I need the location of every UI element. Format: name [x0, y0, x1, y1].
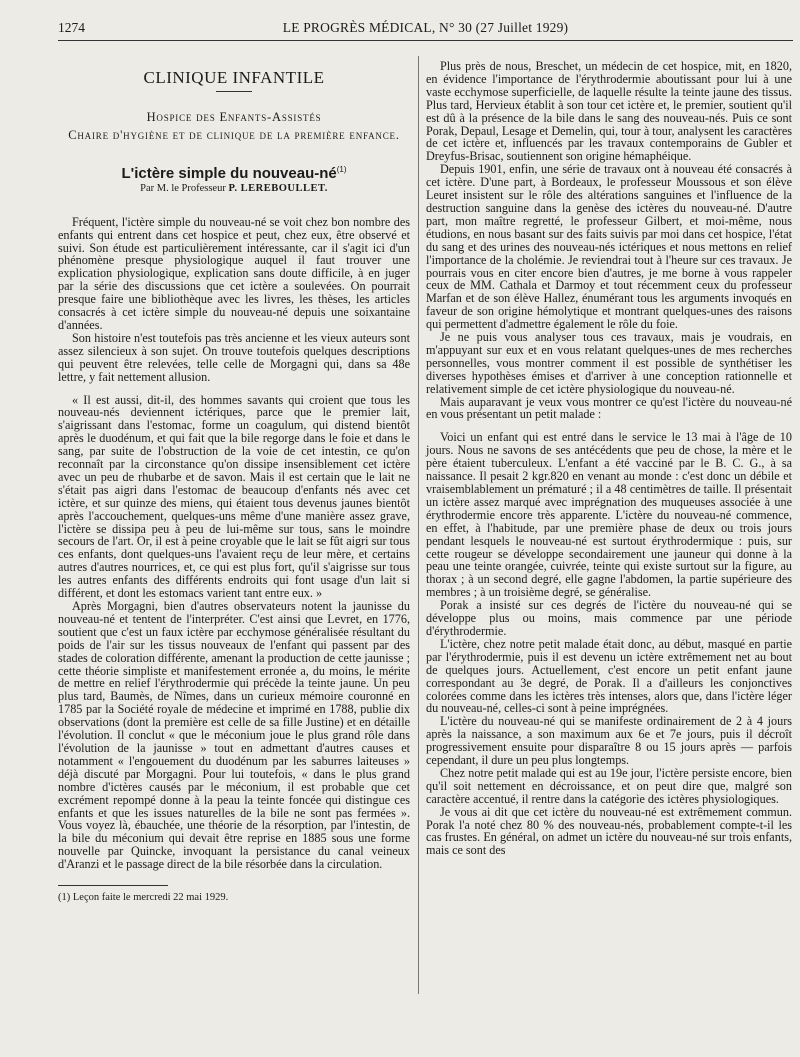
paragraph: Je vous ai dit que cet ictère du nouveau-né est extrêmement commun. Porak l'a noté chez 80 % des nouveau-nés, probablement compte-t-il les cas frustes. En général, on admet un ictère du nouveau-né sur trois enfants, mais ce sont des: [426, 804, 792, 858]
paragraph: « Il est aussi, dit-il, des hommes savants qui croient que tous les nouveau-nés deviennent ictériques, parce que le premier lait, s'aigrissant dans l'estomac, forme un coagulum, qui distend bientôt après le duodénum, et qui fait que la bile regorge dans le foie et dans le sang, par suite de l'obstruction de la voie de cet intestin, ce qu'on reconnaît par la circonstance qu'on dissipe insensiblement cet ictère avec un peu de rhubarbe et de savon. Mais il est certain que le lait ne s'était pas aigri dans l'estomac de beaucoup d'enfants nés avec cet ictère, et sur quinze des miens, qui étaient tous devenus jaunes bientôt après l'accouchement, quelques-uns même d'une manière assez grave, l'ictère se dissipa peu à peu de lui-même sur tous, sans le moindre secours de l'art. Or, il est à peine croyable que le lait se fût aigri sur tous ces enfants, dont quelques-uns l'avaient reçu de leur mère, et certains autres d'autres nourrices, et, ce qui est plus fort, qu'il s'aigrisse sur tous les autres enfants des différents endroits qui font usage d'un lait si différent, et dont les estomacs varient tant entre eux. »: [58, 392, 410, 601]
section-rule: [216, 91, 252, 92]
paragraph: Je ne puis vous analyser tous ces travaux, mais je voudrais, en m'appuyant sur eux et en vous relatant quelques-unes de mes recherches personnelles, vous montrer comment il est possible de synthétiser les diverses hypothèses émises et d'arriver à une conception rationnelle et relativement simple de cet ictère physiologique du nouveau-né.: [426, 330, 792, 396]
article-title: [58, 164, 410, 181]
paragraph: Son histoire n'est toutefois pas très ancienne et les vieux auteurs sont assez silencieux à son sujet. On trouve toutefois quelques descriptions qui peuvent être relevées, telle celle de Morgagni qui, dans sa 48e lettre, y fait nettement allusion.: [58, 330, 410, 384]
byline: [58, 183, 410, 196]
paragraph: Porak a insisté sur ces degrés de l'ictère du nouveau-né qui se développe plus ou moins, mais commence par une période d'érythrodermie.: [426, 598, 792, 638]
column-divider: [418, 56, 419, 994]
paragraph: Fréquent, l'ictère simple du nouveau-né se voit chez bon nombre des enfants qui entrent dans cet hospice et peut, chez eux, être observé et suivi. Son étude est particulièrement intéressante, car il s'agit ici d'un phénomène presque physiologique auquel il faut trouver une explication physiologique, explication sans doute difficile, à en juger par la série des discussions que cet ictère a soulevées. On pourrait presque faire une bibliothèque avec les livres, les thèses, les articles consacrés à cet ictère simple du nouveau-né depuis une soixantaine d'années.: [58, 214, 410, 332]
paragraph: L'ictère, chez notre petit malade était donc, au début, masqué en partie par l'érythrodermie, puis il est devenu un ictère extrêmement net au bout de quelques jours. Actuellement, c'est encore un petit enfant jaune correspondant au 3e degré, de Porak. Il a d'ailleurs les conjonctives colorées comme dans les ictères très intenses, alors que, dans l'ictère léger du nouveau-né, celles-ci sont à peine imprégnées.: [426, 636, 792, 716]
page-number: 1274: [58, 20, 85, 35]
journal-title: LE PROGRÈS MÉDICAL, N° 30 (27 Juillet 1929): [282, 20, 569, 35]
footnote-rule: [58, 885, 168, 886]
section-title: CLINIQUE INFANTILE: [143, 68, 325, 87]
footnote-mark: (1): [336, 164, 347, 174]
paragraph: Depuis 1901, enfin, une série de travaux ont à nouveau été consacrés à cet ictère. D'une part, à Bordeaux, le professeur Moussous et son élève Leuret insistent sur le rôle des altérations sanguines et l'influence de la destruction sanguine dans la genèse des ictères du nouveau-né. D'autre part, mon maître regretté, le professeur Gilbert, et moi-même, nous étudions, en nous basant sur des faits suivis par moi dans cet hospice, l'état du sang et des urines des nouveau-nés ictériques et nous mettons en relief l'importance de la cholémie. Je reviendrai tout à l'heure sur ces travaux. Je pourrais vous en citer encore bien d'autres, je me borne à vous rappeler ceux de MM. Cathala et Darmoy et tout récemment ceux du professeur Marfan et de son élève Hallez, énumérant tous les arguments invoqués en faveur de son origine hémolytique et montrant quelques-unes des raisons qui permettent d'admettre également le rôle du foie.: [426, 162, 792, 332]
article-title-text: L'ictère simple du nouveau-né: [121, 164, 337, 182]
header-rule: [58, 40, 793, 41]
author-name: P. LEREBOULLET.: [228, 182, 328, 194]
paragraph: Mais auparavant je veux vous montrer ce qu'est l'ictère du nouveau-né en vous présentant un petit malade :: [426, 394, 792, 422]
hospital-name: Hospice des Enfants-Assistés: [146, 109, 322, 124]
paragraph: Voici un enfant qui est entré dans le service le 13 mai à l'âge de 10 jours. Nous ne savons de ses antécédents que peu de chose, la mère et le père étaient tuberculeux. L'enfant a été vacciné par le B. C. G., à sa naissance. Il pesait 2 kgr.820 en venant au monde : c'est donc un débile et vraisemblablement un prématuré ; il a 48 centimètres de taille. Il présentait un ictère assez marqué avec imprégnation des muqueuses associée à une érythrodermie encore très apparente. L'ictère du nouveau-né commence, en effet, à l'habitude, par une première phase de deux ou trois jours pendant lesquels le nouveau-né est surtout érythrodermique : puis, sur cette rougeur se développe secondairement une jauneur qui donne à la peau une teinte orangée, cuivrée, teinte qui existe surtout sur la figure, au thorax ; à un second degré, elle gagne l'abdomen, la partie supérieure des membres ; à un troisième degré, se généralise.: [426, 430, 792, 600]
running-header: [58, 20, 793, 42]
paragraph: L'ictère du nouveau-né qui se manifeste ordinairement de 2 à 4 jours après la naissance, a son maximum aux 6e et 7e jours, puis il décroît progressivement ensuite pour disparaître 8 ou 15 jours après — parfois cependant, il dure un peu plus longtemps.: [426, 714, 792, 768]
footnote: (1) Leçon faite le mercredi 22 mai 1929.: [58, 892, 229, 904]
chair-name: Chaire d'hygiène et de clinique de la première enfance.: [68, 127, 400, 142]
right-column: [426, 60, 792, 857]
byline-prefix: Par M. le Professeur: [140, 182, 226, 194]
paragraph: Plus près de nous, Breschet, un médecin de cet hospice, mit, en 1820, en évidence l'importance de l'érythrodermie aboutissant pour lui à une vaste ecchymose superficielle, de laquelle résulte la teinte jaune des tissus. Plus tard, Hervieux établit à son tour cet ictère et, le premier, soutient qu'il est dû à la présence de la bile dans le sang des nouveau-nés. Puis ce sont Porak, Depaul, Lesage et Demelin, qui, tour à tour, analysent les caractères de cet ictère et, influencés par les travaux contemporains de Gubler et Dreyfus-Brisac, soutiennent son origine hémaphéique.: [426, 59, 792, 164]
paragraph: Chez notre petit malade qui est au 19e jour, l'ictère persiste encore, bien qu'il soit nettement en décroissance, et on peut dire que, malgré son caractère accentué, il rentre dans la catégorie des ictères physiologiques.: [426, 765, 792, 806]
paragraph: Après Morgagni, bien d'autres observateurs notent la jaunisse du nouveau-né et tentent de l'interpréter. C'est ainsi que Levret, en 1776, soutient que c'est un faux ictère par ecchymose généralisée résultant du poids de l'air sur les tissus nouveaux de l'enfant qui passent par des stades de coloration différente, amenant la production de cette jaunisse ; cette théorie simpliste et manifestement erronée a, du moins, le mérite de mettre en relief l'érythrodermie qui précède la teinte jaune. Un peu plus tard, Baumès, de Nîmes, dans un curieux mémoire couronné en 1785 par la Société royale de médecine et imprimé en 1788, publie dix observations (dont la première est celle de sa fille Justine) et en détaille l'évolution. Il conclut « que le méconium joue le plus grand rôle dans l'évolution de la jaunisse » tout en admettant d'autres causes et notamment « l'engouement du duodénum par les saburres laiteuses » déjà discuté par Morgagni. Pour lui toutefois, « dans le plus grand nombre d'ictères causés par le méconium, il est probable que cet excrément repompé donne à la peau la teinte foncée qui distingue ces enfants et que les issues naturelles de la bile ne sont pas fermées ». Vous voyez là, ébauchée, une théorie de la résorption, par l'intestin, de la bile du méconium qui devait être reprise en 1885 sous une forme nouvelle par Quincke, invoquant la persistance du canal veineux d'Aranzi et le passage direct de la bile résorbée dans la circulation.: [58, 599, 410, 872]
left-column: [58, 58, 410, 905]
